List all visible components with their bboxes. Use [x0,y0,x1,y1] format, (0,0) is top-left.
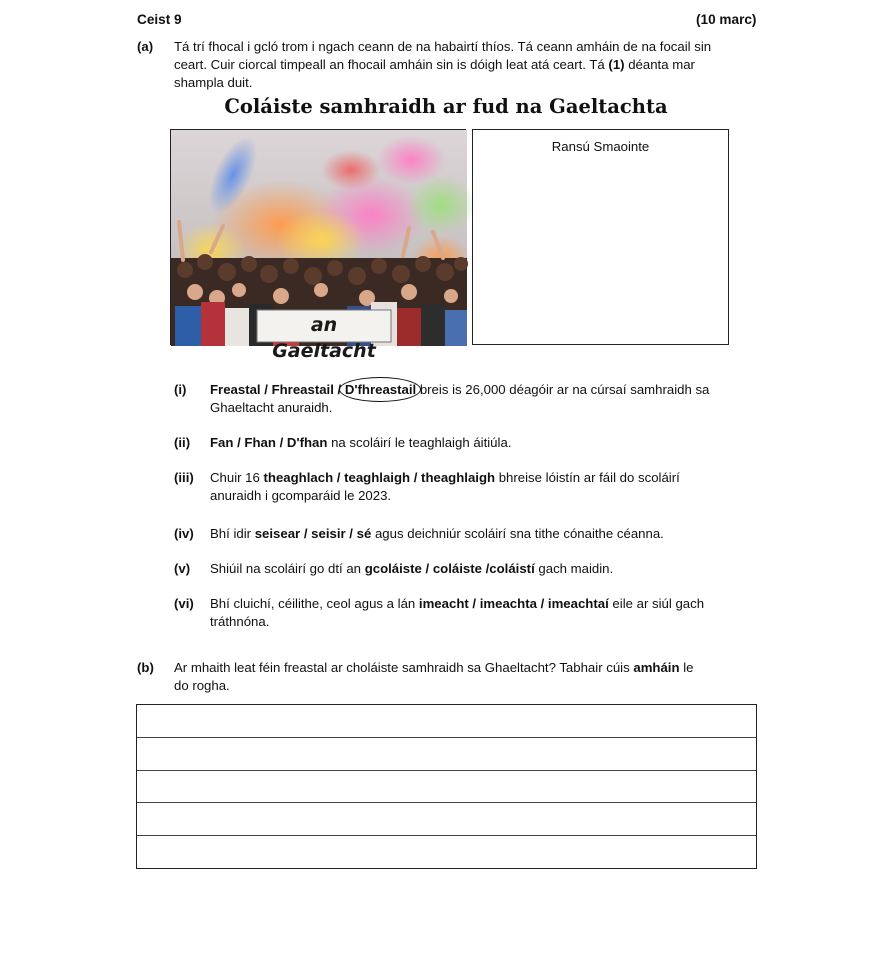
part-a-label: (a) [137,39,154,54]
question-marks: (10 marc) [696,12,757,27]
part-b-label: (b) [137,660,154,675]
answer-box[interactable] [136,704,757,869]
question-number: Ceist 9 [137,12,182,27]
answer-line [137,737,756,738]
section-title: Coláiste samhraidh ar fud na Gaeltachta [224,95,668,118]
answer-line [137,770,756,771]
photo-sign-text: an Gaeltacht [272,314,376,362]
instructions-line-2: ceart. Cuir ciorcal timpeall an fhocail amháin sin is dóigh leat atá ceart. Tá (1) déanta mar [174,57,695,72]
answer-line [137,802,756,803]
brainstorm-label: Ransú Smaointe [551,139,650,154]
instructions-line-3: shampla duit. [174,75,253,90]
festival-photo [170,129,466,362]
part-a-instructions [174,38,774,92]
part-b-question: Ar mhaith leat féin freastal ar choláiste samhraidh sa Ghaeltacht? Tabhair cúis amháin le do rogha. [174,660,694,693]
circled-answer: D'fhreastail [344,382,417,397]
answer-line [137,835,756,836]
instructions-line-1: Tá trí fhocal i gcló trom i ngach ceann de na habairtí thíos. Tá ceann amháin de na focail sin [174,39,712,54]
brainstorm-box [472,129,729,345]
